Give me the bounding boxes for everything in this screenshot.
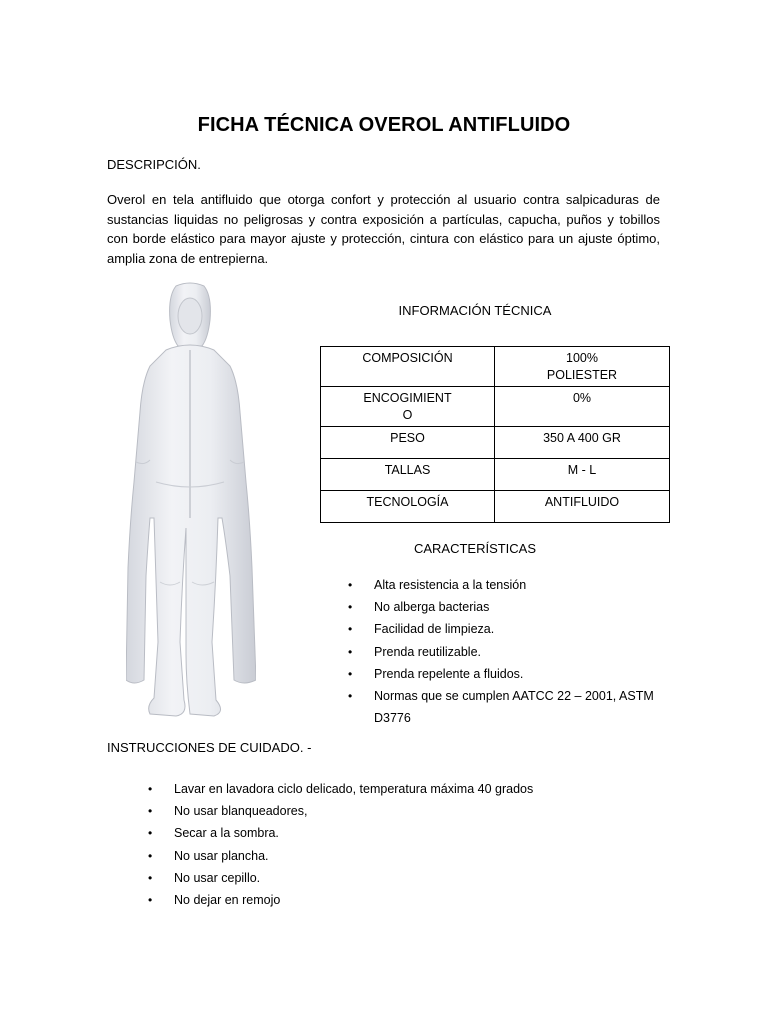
list-item-text: No dejar en remojo [174,893,281,908]
list-item-text: Normas que se cumplen AATCC 22 – 2001, ASTM D3776 [374,689,654,726]
coverall-photo [126,282,256,718]
table-row [321,491,670,523]
bullet-icon: • [148,804,153,819]
list-item [348,685,678,729]
care-instructions-heading: INSTRUCCIONES DE CUIDADO. - [107,740,312,755]
table-key-cell [321,459,495,491]
table-key: TECNOLOGÍA [366,495,449,509]
characteristics-heading: CARACTERÍSTICAS [413,541,537,556]
bullet-icon: • [148,782,153,796]
characteristics-list [348,574,678,729]
bullet-icon: • [148,870,153,885]
table-key: TALLAS [384,463,431,477]
list-item [348,596,678,618]
document-title: FICHA TÉCNICA OVEROL ANTIFLUIDO [197,114,571,136]
list-item-text: Lavar en lavadora ciclo delicado, temperatura máxima 40 grados [174,782,534,796]
bullet-icon: • [148,848,153,863]
table-row [321,387,670,427]
list-item [348,574,678,596]
table-key: PESO [390,431,425,445]
table-row [321,427,670,459]
table-value-cell [495,427,670,459]
description-label: DESCRIPCIÓN. [107,157,201,172]
table-value-cell [495,387,670,427]
list-item [348,663,678,685]
list-item [348,618,678,640]
table-key-cell [321,427,495,459]
table-key: COMPOSICIÓN [362,351,453,365]
list-item-text: No usar cepillo. [174,870,261,885]
list-item-text: No usar blanqueadores, [174,804,308,819]
list-item [348,641,678,663]
coverall-body [126,345,256,716]
table-value: 100% POLIESTER [546,351,618,382]
table-value-cell [495,347,670,387]
list-item [148,845,628,867]
bullet-icon: • [348,622,353,637]
list-item [148,778,628,800]
list-item [148,867,628,889]
care-instructions-list [148,778,628,911]
bullet-icon: • [348,578,353,592]
table-key-cell [321,347,495,387]
list-item-text: Prenda repelente a fluidos. [374,666,524,681]
technical-info-heading: INFORMACIÓN TÉCNICA [398,303,552,318]
table-key-cell [321,491,495,523]
bullet-icon: • [348,666,353,681]
bullet-icon: • [348,644,353,659]
list-item-text: Prenda reutilizable. [374,644,482,659]
technical-info-table [320,346,670,523]
list-item [148,889,628,911]
list-item-text: Alta resistencia a la tensión [374,578,527,592]
table-row [321,459,670,491]
table-value-cell [495,459,670,491]
bullet-icon: • [148,826,153,841]
table-key: ENCOGIMIENTO [363,391,452,422]
bullet-icon: • [348,689,353,704]
list-item-text: Secar a la sombra. [174,826,279,841]
list-item-text: No usar plancha. [174,848,269,863]
table-value: 0% [572,391,592,405]
table-key-cell [321,387,495,427]
description-text: Overol en tela antifluido que otorga confort y protección al usuario contra salpicaduras de sustancias liquidas no peligrosas y contra exposición a partículas, capucha, puños y tobillos con borde elástico para mayor ajuste y protección, cintura con elástico para un ajuste óptimo, amplia zona de entrepierna. [107,192,660,266]
table-value-cell [495,491,670,523]
table-row [321,347,670,387]
bullet-icon: • [148,893,153,908]
list-item [148,822,628,844]
table-value: ANTIFLUIDO [544,495,620,509]
table-value: M - L [567,463,597,477]
bullet-icon: • [348,600,353,615]
table-value: 350 A 400 GR [543,431,621,445]
list-item-text: No alberga bacterias [374,600,490,615]
hood-opening [178,298,202,334]
list-item [148,800,628,822]
list-item-text: Facilidad de limpieza. [374,622,495,637]
